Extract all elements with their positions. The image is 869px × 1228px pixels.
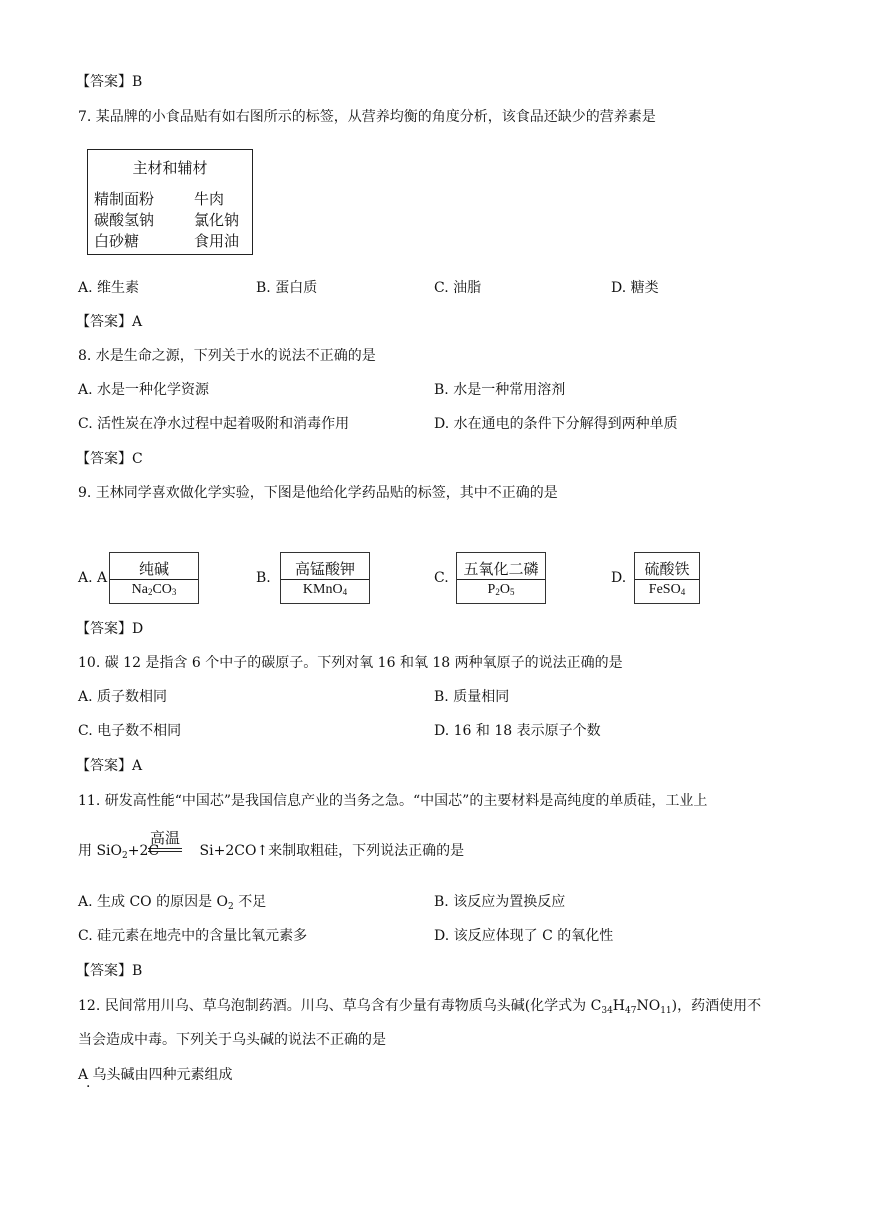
q10-option-b: B. 质量相同 [434,689,510,705]
question-11-stem: 11. 研发高性能“中国芯”是我国信息产业的当务之急。“中国芯”的主要材料是高纯度的单质硅，工业上 [78,793,708,809]
food-label-item: 白砂糖 [94,232,140,250]
reagent-name: 五氧化二磷 [457,559,545,580]
answer-q9: 【答案】D [76,621,144,637]
q7-option-b: B. 蛋白质 [256,280,318,296]
q11-option-a: A. 生成 CO 的原因是 $O_2$ 不足 [78,894,267,912]
q11-option-d: D. 该反应体现了 C 的氧化性 [434,928,614,944]
q9-option-c-letter: C. [434,570,449,586]
q10-option-a: A. 质子数相同 [78,689,168,705]
food-label-item: 碳酸氢钠 [94,211,155,229]
q10-option-c: C. 电子数不相同 [78,723,182,739]
food-label-item: 牛肉 [194,190,225,208]
q7-option-c: C. 油脂 [434,280,482,296]
food-label-item: 氯化钠 [194,211,240,229]
q9-option-a-letter: A. A [78,570,108,586]
reagent-formula: KMnO$_4$ [302,582,348,597]
question-9-stem: 9. 王林同学喜欢做化学实验，下图是他给化学药品贴的标签，其中不正确的是 [78,485,558,501]
food-label-box [87,149,253,255]
food-label-title: 主材和辅材 [132,159,208,177]
reagent-name: 高锰酸钾 [281,559,369,580]
food-label-item: 食用油 [194,232,240,250]
answer-q7: 【答案】A [76,314,143,330]
q8-option-b: B. 水是一种常用溶剂 [434,382,566,398]
q8-option-a: A. 水是一种化学资源 [78,382,210,398]
answer-q6: 【答案】B [76,74,143,90]
reagent-label-d [634,552,700,604]
question-12-stem: 12. 民间常用川乌、草乌泡制药酒。川乌、草乌含有少量有毒物质乌头碱(化学式为 $C_{34}H_{47}NO_{11}$)，药酒使用不 [78,998,762,1016]
answer-q10: 【答案】A [76,758,143,774]
reagent-label-c [456,552,546,604]
q7-option-a: A. 维生素 [78,280,140,296]
q11-option-c: C. 硅元素在地壳中的含量比氧元素多 [78,928,308,944]
reagent-label-a [109,552,199,604]
q8-option-d: D. 水在通电的条件下分解得到两种单质 [434,416,678,432]
q10-option-d: D. 16 和 18 表示原子个数 [434,723,601,739]
answer-q8: 【答案】C [76,451,143,467]
question-8-stem: 8. 水是生命之源，下列关于水的说法不正确的是 [78,348,376,364]
q8-option-c: C. 活性炭在净水过程中起着吸附和消毒作用 [78,416,350,432]
q9-option-d-letter: D. [611,570,627,586]
question-7-stem: 7. 某品牌的小食品贴有如右图所示的标签，从营养均衡的角度分析，该食品还缺少的营养素是 [78,109,656,125]
reagent-label-b [280,552,370,604]
reagent-formula: $Na_2CO_3$ [131,582,177,597]
reagent-formula: $P_2O_5$ [487,582,515,597]
question-12-stem-line2: 当会造成中毒。下列关于乌头碱的说法不正确的是 [78,1032,386,1048]
q9-option-b-letter: B. [256,570,271,586]
stray-dot: · [86,1079,91,1095]
answer-q11: 【答案】B [76,963,143,979]
q7-option-d: D. 糖类 [611,280,659,296]
q11-option-b: B. 该反应为置换反应 [434,894,566,910]
reagent-formula: FeSO$_4$ [648,582,686,597]
reagent-name: 纯碱 [110,559,198,580]
reaction-condition: 高温 [150,829,181,847]
reagent-name: 硫酸铁 [635,559,699,580]
food-label-item: 精制面粉 [94,190,155,208]
q12-option-a: A 乌头碱由四种元素组成 [78,1067,233,1083]
question-11-equation-line: 用 SiO$_2$+2C Si+2CO↑来制取粗硅，下列说法正确的是 [78,843,465,861]
question-10-stem: 10. 碳 12 是指含 6 个中子的碳原子。下列对氧 16 和氧 18 两种氧原子的说法正确的是 [78,655,623,671]
